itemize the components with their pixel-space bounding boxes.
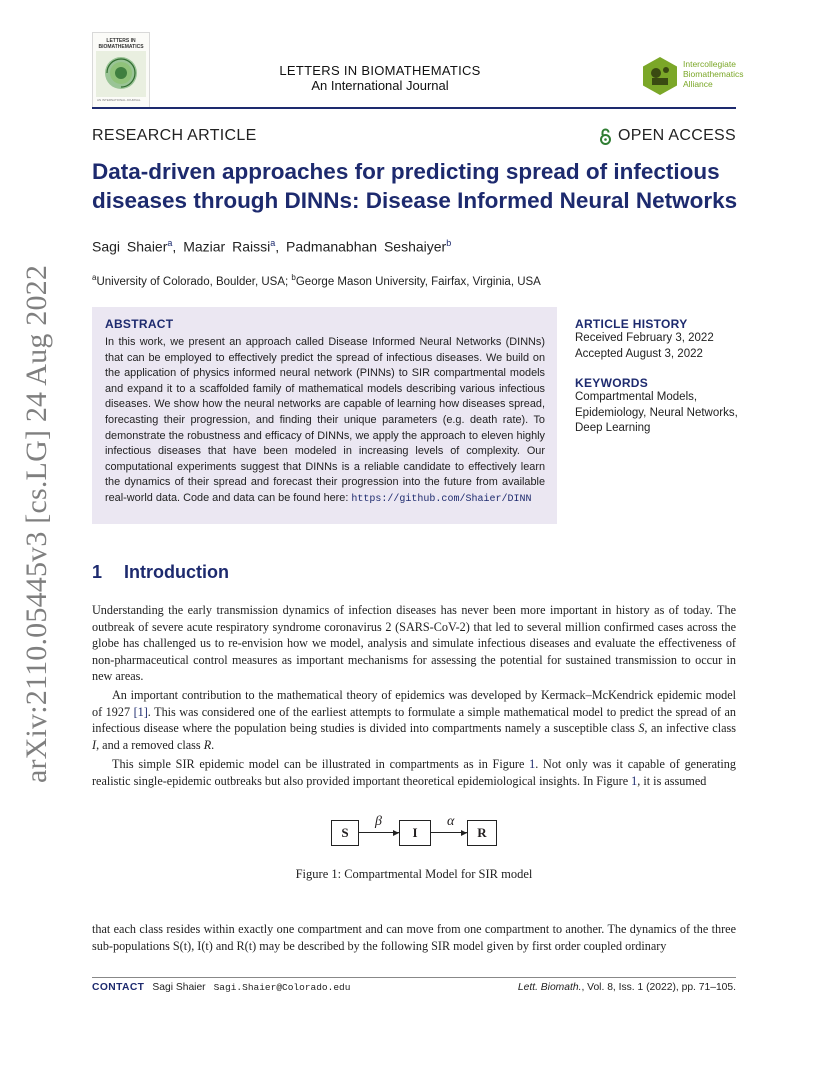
code-link[interactable]: https://github.com/Shaier/DINN — [351, 493, 532, 505]
rate-beta: β — [375, 814, 382, 829]
keywords-text: Compartmental Models, Epidemiology, Neural Networks, Deep Learning — [575, 391, 738, 434]
math-symbol: I — [92, 737, 97, 752]
arxiv-stamp-text: arXiv:2110.05445v3 [cs.LG] 24 Aug 2022 — [20, 264, 53, 784]
author-name: Sagi Shaier — [92, 238, 168, 255]
alliance-name — [683, 59, 743, 89]
article-type: RESEARCH ARTICLE — [92, 127, 257, 144]
open-lock-icon — [599, 128, 612, 145]
article-sidebar — [575, 317, 740, 437]
text-run: . — [211, 737, 215, 752]
abstract-heading: ABSTRACT — [105, 317, 174, 331]
text-run: , it is assumed — [637, 773, 707, 788]
affiliations — [92, 273, 541, 288]
figure-caption: Figure 1: Compartmental Model for SIR model — [295, 867, 533, 881]
history-heading: ARTICLE HISTORY — [575, 317, 688, 331]
keywords-heading: KEYWORDS — [575, 376, 649, 390]
intro-paragraph-1 — [92, 602, 736, 685]
intro-paragraph-2 — [92, 687, 736, 753]
citation-link[interactable]: [1] — [133, 704, 148, 719]
contact-email[interactable]: Sagi.Shaier@Colorado.edu — [213, 982, 351, 993]
open-access-badge — [599, 127, 736, 145]
header-rule — [92, 107, 736, 109]
author-affil-mark: b — [446, 238, 452, 248]
sir-diagram — [331, 814, 501, 850]
arxiv-stamp — [14, 264, 60, 784]
text-run: , and a removed class — [96, 737, 204, 752]
author-name: Padmanabhan Seshaiyer — [286, 238, 447, 255]
author-list: Sagi Shaier$^a$, Maziar Raissi$^a$, Padmanabhan Seshaiyer$^b$ — [92, 238, 452, 255]
compartment-i: I — [399, 820, 431, 846]
abstract-body: In this work, we present an approach called Disease Informed Neural Networks (DINNs) that can be employed to effectively predict the spread of infectious diseases. We build on the application of physics informed neural network (PINNs) to SIR compartmental models and expand it to a scaffolded family of mathematical models describing various infectious diseases. We show how the neural networks are capable of learning how diseases spread, forecasting their progression, and finding their unique parameters (e.g. death rate). To demonstrate the robustness and efficacy of DINNs, we apply the approach to eleven highly infectious diseases that have been modeled in increasing levels of complexity. Our computational experiments suggest that DINNs is a reliable candidate to effectively learn the dynamics of their spread and forecast their progression into the future from available real-world data. Code and data can be found here: — [105, 336, 545, 504]
compartment-s: S — [331, 820, 359, 846]
footer-rule — [92, 977, 736, 978]
journal-header — [200, 63, 560, 93]
text-run: . This was considered one of the earliest attempts to formulate a simple mathematical model to predict the spread of an infectious disease where the population being studies is divided into compartments namely a susceptible class — [92, 704, 736, 735]
journal-cover-logo — [92, 32, 150, 108]
hexagon-icon — [640, 56, 680, 96]
citation-info — [518, 982, 736, 993]
journal-name: LETTERS IN BIOMATHEMATICS — [279, 63, 481, 78]
math-symbol: S — [638, 721, 645, 735]
author-affil-mark: a — [270, 238, 276, 248]
section-number: 1 — [92, 562, 103, 582]
open-access-label: OPEN ACCESS — [617, 127, 736, 144]
paragraph-text: that each class resides within exactly one compartment and can move from one compartment to another. The dynamics of the three sub-populations S(t), I(t) and R(t) may be described by the following SIR model given by first order coupled ordinary — [92, 922, 736, 953]
section-heading — [92, 562, 229, 583]
spiral-icon — [93, 33, 149, 107]
author-affil-mark: a — [167, 238, 173, 248]
author-name: Maziar Raissi — [183, 238, 271, 255]
alliance-line-1: Intercollegiate — [683, 59, 736, 69]
text-run: This simple SIR epidemic model can be illustrated in compartments as in Figure — [112, 757, 530, 771]
citation-details: , Vol. 8, Iss. 1 (2022), pp. 71–105. — [581, 982, 736, 993]
alliance-line-2: Biomathematics — [683, 69, 744, 79]
alliance-logo — [640, 56, 744, 96]
compartment-r: R — [467, 820, 497, 846]
paper-title: Data-driven approaches for predicting spread of infectious diseases through DINNs: Disease Informed Neural Networks — [92, 159, 738, 213]
contact-label: CONTACT — [92, 982, 145, 993]
paragraph-text: Understanding the early transmission dynamics of infection diseases has never been more important in history as of today. The outbreak of severe acute respiratory syndrome coronavirus 2 (SARS-CoV-2) that led to several million confirmed cases across the globe has challenged us to re-envision how we model, analysis and simulate infectious diseases and evaluate the effectiveness of non-pharmaceutical control measures as important mechanisms for assessing the potential for sustained transmission to occur in new areas. — [92, 603, 736, 683]
text-run: An important contribution to the mathematical theory of epidemics was developed by Kermack–McKendrick epidemic model of 1927 — [92, 688, 736, 719]
accepted-date: Accepted August 3, 2022 — [575, 347, 703, 360]
figure-link[interactable]: 1 — [529, 757, 536, 771]
text-run: . Not only was it capable of generating realistic single-epidemic outbreaks but also provided important theoretical epidemiological insights. In Figure — [92, 757, 736, 788]
cover-title: LETTERS IN BIOMATHEMATICS — [98, 38, 144, 50]
page-footer — [92, 982, 736, 993]
section-title: Introduction — [124, 562, 229, 582]
affil-a: University of Colorado, Boulder, USA; — [96, 275, 292, 288]
intro-paragraph-3 — [92, 756, 736, 789]
arrowheads — [331, 820, 501, 850]
contact-name: Sagi Shaier — [152, 982, 206, 993]
cover-footer: AN INTERNATIONAL JOURNAL — [97, 98, 141, 102]
journal-subtitle: An International Journal — [311, 78, 449, 93]
affil-mark-a: a — [92, 273, 97, 282]
abstract-box — [92, 307, 557, 524]
rate-alpha: α — [447, 814, 455, 829]
figure-link[interactable]: 1 — [631, 773, 638, 788]
paragraph-text — [92, 687, 736, 753]
abstract-text — [105, 335, 545, 508]
alliance-line-3: Alliance — [683, 79, 713, 89]
received-date: Received February 3, 2022 — [575, 332, 714, 344]
affil-b: George Mason University, Fairfax, Virginia, USA — [295, 275, 541, 288]
journal-abbr: Lett. Biomath. — [517, 982, 582, 993]
intro-paragraph-4 — [92, 921, 736, 954]
affil-mark-b: b — [291, 273, 296, 282]
text-run: , an infective class — [644, 721, 737, 735]
paragraph-text — [92, 756, 736, 789]
math-symbol: R — [203, 737, 212, 752]
